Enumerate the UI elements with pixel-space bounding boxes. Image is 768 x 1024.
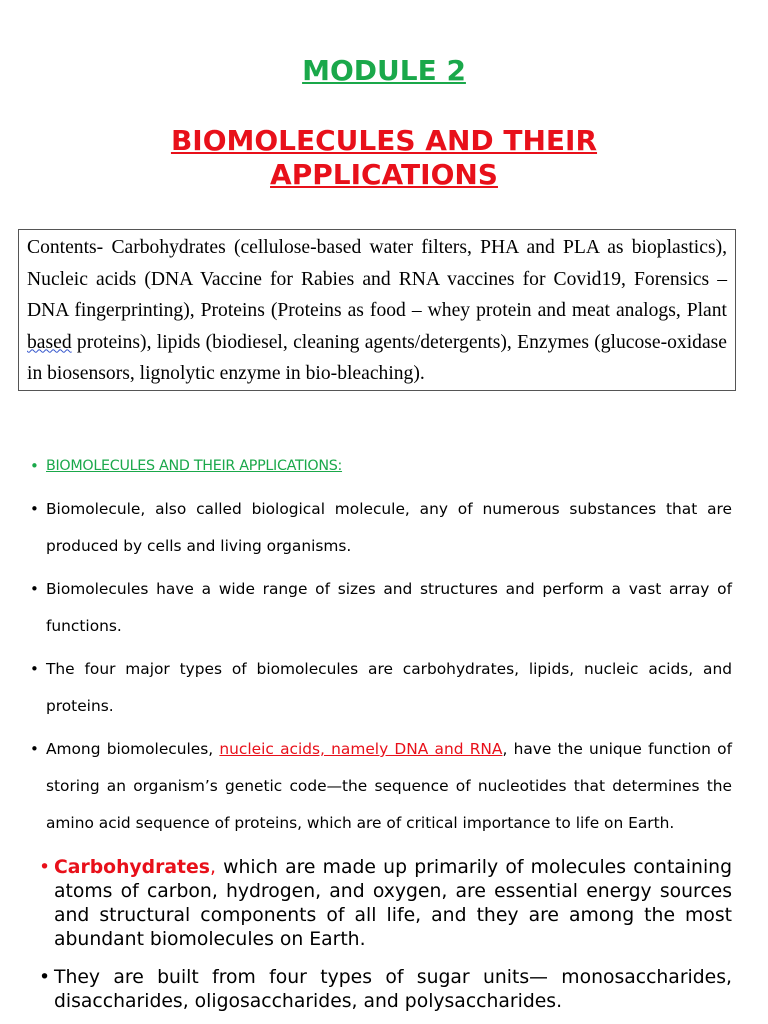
bullet-text: which are made up primarily of molecules containing atoms of carbon, hydrogen, and oxygen, are essential energy sources and structural components of all life, and they are among the most abundant biomolecules on Earth.	[54, 857, 732, 950]
highlight-carbohydrates: Carbohydrates	[54, 857, 210, 878]
bullet-item: • Biomolecules have a wide range of sizes and structures and perform a vast array of functions.	[28, 571, 732, 645]
bullet-text: Among biomolecules,	[46, 740, 220, 758]
section-heading: • BIOMOLECULES AND THEIR APPLICATIONS:	[28, 448, 732, 485]
bullet-list	[28, 448, 732, 1014]
bullet-item: • Biomolecule, also called biological molecule, any of numerous substances that are produced by cells and living organisms.	[28, 491, 732, 565]
page-title: BIOMOLECULES AND THEIR APPLICATIONS	[170, 124, 598, 191]
contents-text-b: proteins), lipids (biodiesel, cleaning agents/detergents), Enzymes (glucose-oxidase in biosensors, lignolytic enzyme in bio-bleaching).	[27, 331, 727, 384]
module-title: MODULE 2	[302, 54, 466, 87]
bullet-item: • The four major types of biomolecules are carbohydrates, lipids, nucleic acids, and proteins.	[28, 651, 732, 725]
bullet-item: • They are built from four types of sugar units— monosaccharides, disaccharides, oligosaccharides, and polysaccharides.	[28, 966, 732, 1014]
contents-box	[18, 229, 736, 391]
contents-text-a: Contents- Carbohydrates (cellulose-based water filters, PHA and PLA as bioplastics), Nucleic acids (DNA Vaccine for Rabies and RNA vaccines for Covid19, Forensics – DNA fingerprinting), Proteins (Proteins as food – whey protein and meat analogs, Plant	[27, 237, 727, 321]
contents-spellcheck-word: based	[27, 331, 72, 353]
bullet-item	[28, 731, 732, 842]
highlight-nucleic-acids: nucleic acids, namely DNA and RNA	[219, 740, 503, 758]
bullet-text: , have the unique function of storing an organism’s genetic code—the sequence of nucleotides that determines the amino acid sequence of proteins, which are of critical importance to life on Earth.	[46, 740, 732, 832]
bullet-text: ,	[209, 857, 216, 878]
bullet-item-carbohydrates	[28, 856, 732, 952]
